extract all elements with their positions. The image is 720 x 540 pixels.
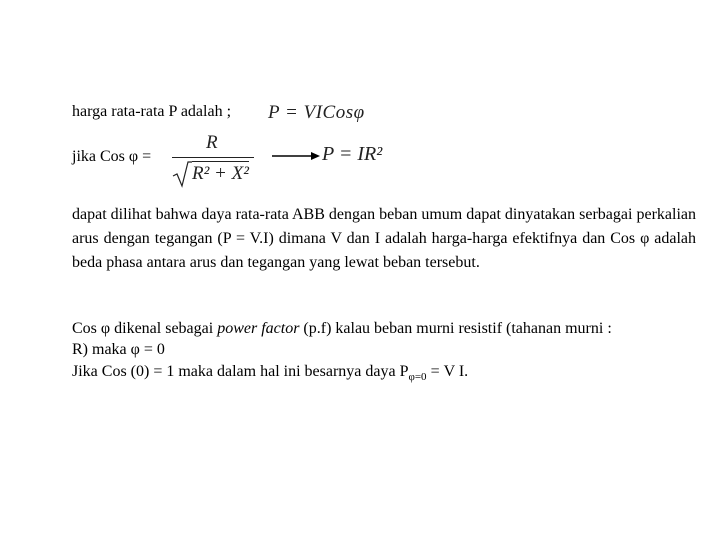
power-factor-line2: R) maka φ = 0	[72, 341, 165, 358]
paragraph-average-power: dapat dilihat bahwa daya rata-rata ABB dengan beban umum dapat dinyatakan serbagai perkalian arus dengan tegangan (P = V.I) dimana V dan I adalah harga-harga efektifnya dan Cos φ adalah beda phasa antara arus dan tegangan yang lewat beban tersebut.	[72, 206, 696, 271]
intro-text: harga rata-rata P adalah ;	[72, 103, 232, 120]
fraction-denominator	[172, 160, 256, 188]
pf-suffix: (p.f) kalau beban murni resistif (tahanan murni :	[299, 320, 612, 337]
arrow-right-icon	[272, 150, 320, 162]
pf-term: power factor	[217, 320, 300, 337]
square-root-icon	[172, 160, 192, 188]
power-factor-line1	[72, 317, 696, 341]
power-formula: P = VICosφ	[268, 102, 365, 123]
power-formula-resistance: P = IR²	[322, 143, 383, 165]
denominator-expression: R² + X²	[192, 163, 249, 184]
fraction-numerator: R	[206, 132, 218, 153]
pf-line3-subscript: φ=0	[408, 371, 427, 384]
pf-line3-prefix: Jika Cos (0) = 1 maka dalam hal ini besarnya daya P	[72, 363, 409, 380]
power-factor-line3	[72, 361, 468, 388]
cos-phi-label: jika Cos φ =	[72, 148, 152, 165]
pf-line3-suffix: = V I.	[426, 363, 469, 380]
fraction-bar	[172, 157, 254, 158]
pf-prefix: Cos φ dikenal sebagai	[72, 320, 218, 337]
